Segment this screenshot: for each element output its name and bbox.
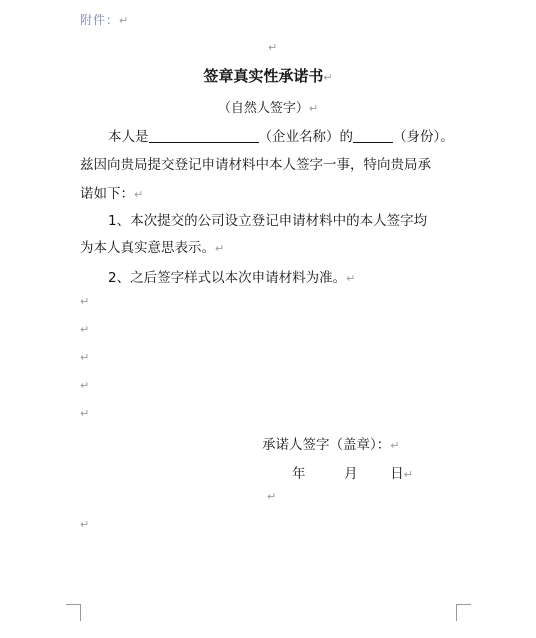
paragraph-mark: ↵ bbox=[268, 41, 278, 54]
paragraph-mark: ↵ bbox=[267, 490, 277, 503]
subtitle-text: （自然人签字） bbox=[217, 101, 309, 116]
paragraph-mark: ↵ bbox=[346, 272, 356, 285]
crop-mark-right bbox=[456, 604, 471, 621]
company-suffix: （企业名称）的 bbox=[258, 129, 353, 145]
paragraph-mark: ↵ bbox=[134, 188, 144, 201]
attachment-text: 附件： bbox=[80, 13, 120, 27]
item-1-line-2 bbox=[80, 236, 224, 256]
date-year: 年 bbox=[292, 466, 306, 482]
date-day: 日 bbox=[390, 466, 404, 482]
document-subtitle bbox=[0, 97, 536, 116]
item-1-line-1: 1、本次提交的公司设立登记申请材料中的本人签字均 bbox=[108, 213, 428, 229]
intro-prefix: 本人是 bbox=[108, 129, 149, 145]
paragraph-mark: ↵ bbox=[80, 407, 90, 420]
paragraph-mark: ↵ bbox=[80, 351, 90, 364]
paragraph-mark: ↵ bbox=[119, 14, 130, 27]
date-month: 月 bbox=[344, 466, 358, 482]
item-2-text: 2、之后签字样式以本次申请材料为准。 bbox=[108, 270, 347, 286]
intro-line-1 bbox=[108, 125, 454, 145]
paragraph-mark: ↵ bbox=[80, 295, 90, 308]
intro-line-3 bbox=[80, 182, 143, 202]
paragraph-mark: ↵ bbox=[80, 323, 90, 336]
company-name-blank[interactable] bbox=[149, 128, 259, 143]
signature-line bbox=[262, 433, 399, 453]
paragraph-mark: ↵ bbox=[308, 102, 319, 115]
paragraph-mark: ↵ bbox=[390, 439, 400, 452]
paragraph-mark: ↵ bbox=[403, 468, 413, 481]
paragraph-mark: ↵ bbox=[215, 242, 225, 255]
document-title bbox=[0, 65, 536, 86]
paragraph-mark: ↵ bbox=[80, 518, 90, 531]
crop-mark-left bbox=[66, 604, 81, 621]
title-text: 签章真实性承诺书 bbox=[203, 67, 324, 85]
paragraph-mark: ↵ bbox=[323, 71, 333, 84]
paragraph-mark: ↵ bbox=[80, 379, 90, 392]
item-2-line-1 bbox=[108, 266, 355, 286]
date-line bbox=[292, 462, 413, 482]
identity-blank[interactable] bbox=[353, 128, 393, 143]
item-1-line-2-text: 为本人真实意思表示。 bbox=[80, 240, 215, 256]
intro-line-3-text: 诺如下： bbox=[80, 186, 134, 202]
intro-line-2: 兹因向贵局提交登记申请材料中本人签字一事，特向贵局承 bbox=[80, 157, 431, 173]
attachment-label bbox=[80, 11, 129, 28]
signature-label: 承诺人签字（盖章）： bbox=[262, 437, 391, 453]
identity-suffix: （身份）。 bbox=[393, 129, 454, 145]
